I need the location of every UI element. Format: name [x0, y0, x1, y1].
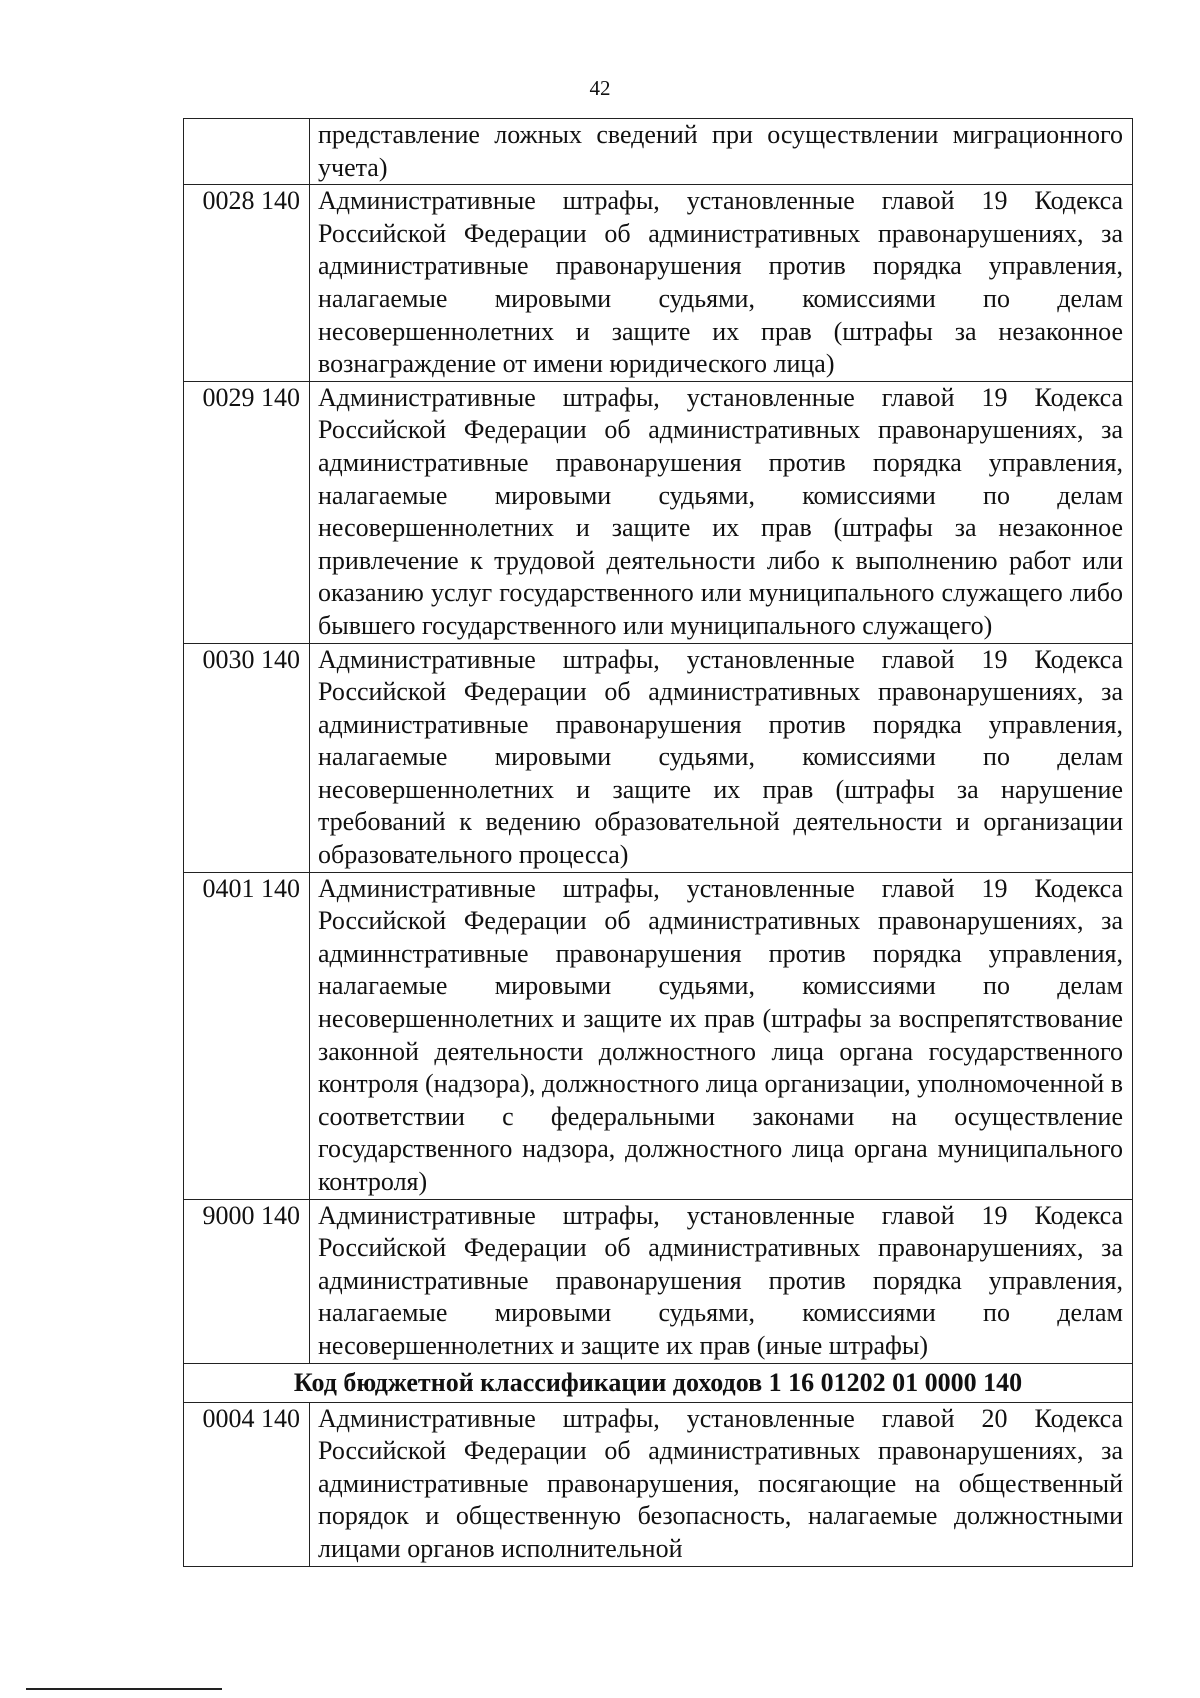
code-cell: 0028 140 [184, 185, 310, 382]
page-number: 42 [589, 76, 611, 100]
description-cell: Административные штрафы, установленные главой 19 Кодекса Российской Федерации об административных правонарушениях, за административные правонарушения против порядка управления, налагаемые мировыми судьями, комиссиями по делам несовершеннолетних и защите их прав (штрафы за незаконное вознаграждение от имени юридического лица) [310, 185, 1133, 382]
code-cell: 0029 140 [184, 381, 310, 643]
table-row [184, 381, 1133, 643]
section-heading: Код бюджетной классификации доходов 1 16 01202 01 0000 140 [184, 1363, 1133, 1402]
footnote-divider [26, 1688, 222, 1690]
table-row [184, 119, 1133, 185]
table-row [184, 1199, 1133, 1363]
section-heading-row [184, 1363, 1133, 1402]
description-cell: Административные штрафы, установленные главой 19 Кодекса Российской Федерации об административных правонарушениях, за административные правонарушения против порядка управления, налагаемые мировыми судьями, комиссиями по делам несовершеннолетних и защите их прав (штрафы за нарушение требований к ведению образовательной деятельности и организации образовательного процесса) [310, 643, 1133, 872]
description-cell: Административные штрафы, установленные главой 19 Кодекса Российской Федерации об административных правонарушениях, за административные правонарушения против порядка управления, налагаемые мировыми судьями, комиссиями по делам несовершеннолетних и защите их прав (штрафы за незаконное привлечение к трудовой деятельности либо к выполнению работ или оказанию услуг государственного или муниципального служащего либо бывшего государственного или муниципального служащего) [310, 381, 1133, 643]
code-cell: 9000 140 [184, 1199, 310, 1363]
table-row [184, 643, 1133, 872]
table-row [184, 185, 1133, 382]
description-cell: Административные штрафы, установленные главой 19 Кодекса Российской Федерации об административных правонарушениях, за административные правонарушения против порядка управления, налагаемые мировыми судьями, комиссиями по делам несовершеннолетних и защите их прав (иные штрафы) [310, 1199, 1133, 1363]
code-cell: 0030 140 [184, 643, 310, 872]
table-row [184, 1402, 1133, 1566]
code-cell: 0004 140 [184, 1402, 310, 1566]
description-cell: представление ложных сведений при осуществлении миграционного учета) [310, 119, 1133, 185]
table-row [184, 872, 1133, 1199]
budget-code-table [183, 118, 1133, 1567]
description-cell: Административные штрафы, установленные главой 20 Кодекса Российской Федерации об административных правонарушениях, за административные правонарушения, посягающие на общественный порядок и общественную безопасность, налагаемые должностными лицами органов исполнительной [310, 1402, 1133, 1566]
code-cell: 0401 140 [184, 872, 310, 1199]
code-cell [184, 119, 310, 185]
description-cell: Административные штрафы, установленные главой 19 Кодекса Российской Федерации об административных правонарушениях, за админнстративные правонарушения против порядка управления, налагаемые мировыми судьями, комиссиями по делам несовершеннолетних и защите их прав (штрафы за воспрепятствование законной деятельности должностного лица органа государственного контроля (надзора), должностного лица организации, уполномоченной в соответствии с федеральными законами на осуществление государственного надзора, должностного лица органа муниципального контроля) [310, 872, 1133, 1199]
